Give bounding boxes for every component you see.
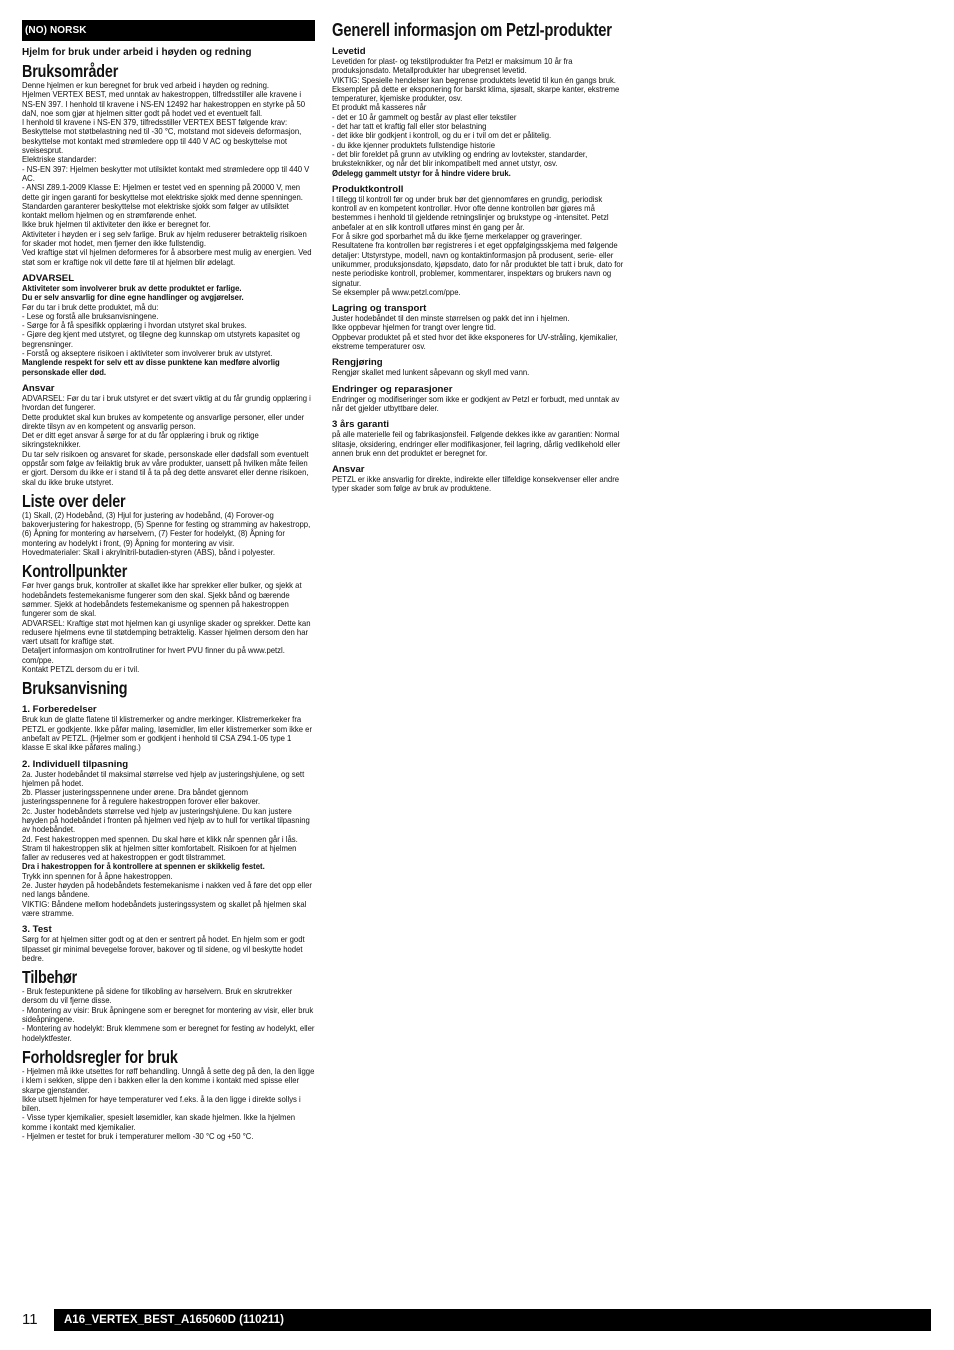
text-advarsel-bold-2: Manglende respekt for selv ett av disse punktene kan medføre alvorlig personskade eller død. [22, 357, 280, 377]
heading-kontrollpunkter: Kontrollpunkter [22, 561, 128, 582]
text-ansvar-produkt: PETZL er ikke ansvarlig for direkte, indirekte eller tilfeldige konsekvenser eller andre typer skader som følge av bruk av produktene. [332, 474, 620, 494]
text-liste-over-deler: (1) Skall, (2) Hodebånd, (3) Hjul for justering av hodebånd, (4) Forover-og bakoverjustering for hakestropp, (5) Spenne for festing og stramming av hakestropp, (6) Åpning for montering av hørselvern, (7) Fester for hodelykt, (8) Åpning for montering av hodelykt i front, (9) Åpning for montering av visir. Hovedmaterialer: Skall i akrylnitril-butadien-styren (ABS), bånd i polyester. [22, 509, 311, 558]
heading-forholdsregler: Forholdsregler for bruk [22, 1046, 178, 1067]
heading-test: 3. Test [22, 924, 52, 936]
text-test: Sørg for at hjelmen sitter godt og at den er sentrert på hodet. En hjelm som er godt tilpasset gir minimal bevegelse forover, bakover og til sidene, og vil beskytte hodet bedre. [22, 934, 305, 963]
text-ansvar: ADVARSEL: Før du tar i bruk utstyret er det svært viktig at du får grundig opplæring i hvordan det fungerer. Dette produktet skal kun brukes av kompetente og ansvarlige personer, eller under direkte tilsyn av en kompetent og ansvarlig person. Det er ditt eget ansvar å sørge for at du får opplæring i bruk og riktige sikringsteknikker. Du tar selv risikoen og ansvaret for skade, personskade eller dødsfall som eventuelt oppstår som følge av feilaktig bruk av våre produkter, uansett på hvilken måte feilen er gjort. Dersom du ikke er i stand til å ta på deg dette ansvaret eller denne risikoen, skal du ikke bruke utstyret. [22, 392, 311, 487]
text-individuell-tilpasning-2: Trykk inn spennen for å åpne hakestroppen. 2e. Juster høyden på hodebåndets festemekanisme i nakken ved å føre det opp eller ned langs båndene. VIKTIG: Båndene mellom hodebåndets justeringssystem og skallet på hjelmen skal være stramme. [22, 870, 312, 918]
heading-individuell-tilpasning: 2. Individuell tilpasning [22, 758, 129, 770]
text-advarsel: Før du tar i bruk dette produktet, må du: - Lese og forstå alle bruksanvisningene. - Sørge for å få spesifikk opplæring i hvordan utstyret skal brukes. - Gjøre deg kjent med utstyret, og tilegne deg kunnskap om utstyrets kapasitet og begrensninger. - Forstå og akseptere risikoen i aktiviteter som involverer bruk av utstyret. [22, 301, 300, 359]
page-footer [22, 1309, 931, 1331]
heading-rengjoring: Rengjøring [332, 357, 383, 369]
heading-tilbehor: Tilbehør [22, 967, 78, 988]
right-column [332, 20, 628, 494]
heading-bruksomrader: Bruksområder [22, 61, 119, 81]
heading-liste-over-deler: Liste over deler [22, 490, 126, 511]
text-individuell-tilpasning: 2a. Juster hodebåndet til maksimal størrelse ved hjelp av justeringshjulene, og sett hjelmen på hodet. 2b. Plasser justeringsspennene under ørene. Dra båndet gjennom justeringsspennene for å regulere hakestroppen forover eller bakover. 2c. Juster hodebåndets størrelse ved hjelp av justeringshjulene. Du kan justere høyden på hodebåndet i fronten på hjelmen ved hjelp av to hull for vertikal tilpasning av hodebåndet. 2d. Fest hakestroppen med spennen. Du skal høre et klikk når spennen går i lås. Stram til hakestroppen slik at hjelmen sitter komfortabelt. Risikoen for at hjelmen faller av reduseres ved at hakestroppen er godt tilstrammet. [22, 768, 310, 863]
text-tilbehor: - Bruk festepunktene på sidene for tilkobling av hørselvern. Bruk en skrutrekker dersom du vil fjerne disse. - Montering av visir: Bruk åpningene som er beregnet for montering av visir, eller bruk sideåpningene. - Montering av hodelykt: Bruk klemmene som er beregnet for festing av hodelykt, eller hodelyktfester. [22, 986, 315, 1043]
heading-endringer: Endringer og reparasjoner [332, 383, 453, 395]
text-kontrollpunkter: Før hver gangs bruk, kontroller at skallet ikke har sprekker eller bulker, og sjekk at hodebåndets festemekanisme fungerer som den skal. Sjekk bånd og bærende sømmer. Sjekk at hodebåndets festemekanisme og spennen på hakestroppen fungerer som de skal. ADVARSEL: Kraftige støt mot hjelmen kan gi usynlige skader og sprekker. Dette kan redusere hjelmens evne til støtdemping betraktelig. Kasser hjelmen dersom den har vært utsatt for kraftige støt. Detaljert informasjon om kontrollrutiner for hvert PVU finner du på www.petzl. com/ppe. Kontakt PETZL dersom du er i tvil. [22, 580, 311, 675]
text-bruksomrader: Denne hjelmen er kun beregnet for bruk ved arbeid i høyden og redning. Hjelmen VERTEX BEST, med unntak av hakestroppen, tilfredsstiller alle kravene i NS-EN 397. I henhold til kravene i NS-EN 12492 har hakestroppen en styrke på 50 daN, noe som gjør at hjelmen sitter godt på hodet ved et eventuelt fall. I henhold til kravene i NS-EN 379, tilfredsstiller VERTEX BEST følgende krav: Beskyttelse mot støtbelastning ned til -30 °C, motstand mot sideveis deformasjon, beskyttelse mot kontakt med strømledere opp til 440 V AC og beskyttelse mot sveisesprut. Elektriske standarder: - NS-EN 397: Hjelmen beskytter mot utilsiktet kontakt med strømledere opp til 440 V AC. - ANSI Z89.1-2009 Klasse E: Hjelmen er testet ved en spenning på 20000 V, men dette gir ingen garanti for beskyttelse mot elektriske sjokk med denne spenningen. Standarden garanterer beskyttelse mot elektriske sjokk som følger av utilsiktet kontakt mellom hjelmen og en strømførende enhet. Ikke bruk hjelmen til aktiviteter den ikke er beregnet for. Aktiviteter i høyden er i seg selv farlige. Bruk av hjelm reduserer betraktelig risikoen for skader mot hodet, men fjerner den ikke fullstendig. Ved kraftige støt vil hjelmen deformeres for å absorbere mest mulig av energien. Ved støt som er kraftige nok vil dette føre til at hjelmen blir ødelagt. [22, 80, 312, 267]
left-column [22, 20, 315, 1141]
heading-produktkontroll: Produktkontroll [332, 183, 404, 195]
heading-generell-informasjon: Generell informasjon om Petzl-produkter [332, 20, 612, 40]
heading-ansvar: Ansvar [22, 382, 55, 394]
text-lagring: Juster hodebåndet til den minste størrelsen og pakk det inn i hjelmen. Ikke oppbevar hjelmen for trangt over lengre tid. Oppbevar produktet på et sted hvor det ikke eksponeres for UV-stråling, kjemikalier, ekstreme temperaturer osv. [332, 313, 618, 352]
text-forberedelser: Bruk kun de glatte flatene til klistremerker og andre merkinger. Klistremerkeker fra PETZL er godkjente. Ikke påfør maling, løsemidler, lim eller klistremerker som ikke er anbefalt av PETZL. (Hjelmer som er godkjent i henhold til CSA Z94.1-05 type 1 klasse E skal ikke påføres maling.) [22, 714, 313, 753]
heading-garanti: 3 års garanti [332, 419, 390, 431]
text-garanti: på alle materielle feil og fabrikasjonsfeil. Følgende dekkes ikke av garantien: Normal slitasje, oksidering, endringer eller modifikasjoner, feil lagring, dårlig vedlikehold eller annen bruk enn det produktet er beregnet for. [332, 429, 621, 458]
product-subtitle: Hjelm for bruk under arbeid i høyden og redning [22, 47, 252, 58]
page-number: 11 [22, 1309, 52, 1331]
text-levetid-bold: Ødelegg gammelt utstyr for å hindre videre bruk. [332, 167, 511, 178]
text-levetid: Levetiden for plast- og tekstilprodukter fra Petzl er maksimum 10 år fra produksjonsdato. Metallprodukter har ubegrenset levetid. VIKTIG: Spesielle hendelser kan begrense produktets levetid til kun én gangs bruk. Eksempler på dette er eksponering for barskt klima, sjøsalt, skarpe kanter, ekstreme temperaturer, kjemiske produkter, osv. Et produkt må kasseres når - det er 10 år gammelt og består av plast eller tekstiler - det har tatt et kraftig fall eller stor belastning - det ikke blir godkjent i kontroll, og du er i tvil om det er pålitelig. - du ikke kjenner produktets fullstendige historie - det blir foreldet på grunn av utvikling og endring av lovtekster, standarder, bruksteknikker, og når det blir inkompatibelt med annet utstyr, osv. [332, 56, 620, 169]
heading-bruksanvisning: Bruksanvisning [22, 678, 128, 699]
document-code: A16_VERTEX_BEST_A165060D (110211) [54, 1309, 931, 1331]
text-endringer: Endringer og modifiseringer som ikke er godkjent av Petzl er forbudt, med unntak av når det gjelder utbyttbare deler. [332, 393, 620, 413]
text-rengjoring: Rengjør skallet med lunkent såpevann og skyll med vann. [332, 367, 530, 378]
heading-forberedelser: 1. Forberedelser [22, 704, 97, 716]
heading-lagring: Lagring og transport [332, 303, 427, 315]
text-individuell-tilpasning-bold: Dra i hakestroppen for å kontrollere at spennen er skikkelig festet. [22, 861, 265, 872]
text-forholdsregler: - Hjelmen må ikke utsettes for røff behandling. Unngå å sette deg på den, la den ligge i klem i sekken, slippe den i bakken eller la den komme i kontakt med spisse eller skarpe gjenstander. Ikke utsett hjelmen for høye temperaturer ved f.eks. å la den ligge i direkte sollys i bilen. - Visse typer kjemikalier, spesielt løsemidler, kan skade hjelmen. Ikke la hjelmen komme i kontakt med kjemikalier. - Hjelmen er testet for bruk i temperaturer mellom -30 °C og +50 °C. [22, 1065, 315, 1142]
heading-advarsel: ADVARSEL [22, 272, 75, 284]
language-header: (NO) NORSK [22, 20, 315, 41]
text-produktkontroll: I tillegg til kontroll før og under bruk bør det gjennomføres en grundig, periodisk kontroll av en kompetent kontrollør. Hvor ofte denne kontrollen bør gjøres må bestemmes i henhold til gjeldende retningslinjer og brukstype og -intensitet. Petzl anbefaler at en slik kontroll utføres minst én gang per år. For å sikre god sporbarhet må du ikke fjerne merkelapper og graveringer. Resultatene fra kontrollen bør registreres i et eget oppfølgingsskjema med følgende detaljer: Utstyrstype, modell, navn og kontaktinformasjon på produsent, serie- eller unikummer, produksjonsdato, kjøpsdato, dato for når produktet ble tatt i bruk, dato for neste periodiske kontroll, problemer, kommentarer, inspektørs og brukers navn og signatur. Se eksempler på www.petzl.com/ppe. [332, 193, 624, 297]
heading-levetid: Levetid [332, 46, 366, 57]
heading-ansvar-produkt: Ansvar [332, 464, 365, 476]
text-advarsel-bold: Aktiviteter som involverer bruk av dette produktet er farlige. Du er selv ansvarlig for dine egne handlinger og avgjørelser. [22, 282, 244, 303]
